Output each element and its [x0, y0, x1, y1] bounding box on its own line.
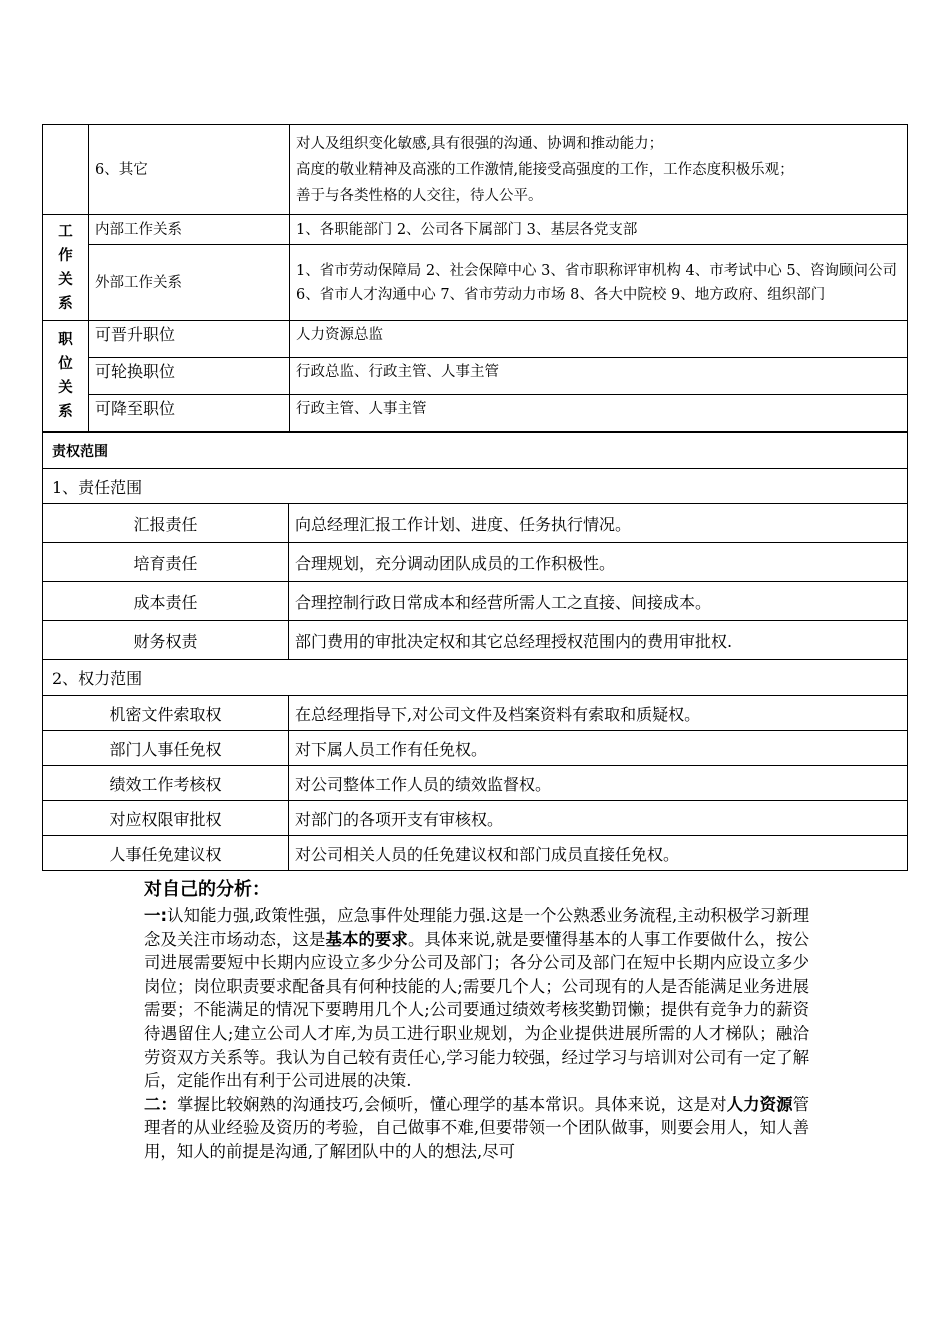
power-value: 对公司整体工作人员的绩效监督权。 [289, 766, 908, 801]
paragraph-2-text-a: 掌握比较娴熟的沟通技巧,会倾听，懂心理学的基本常识。具体来说，这是对 [177, 1094, 727, 1114]
promotion-value: 人力资源总监 [290, 321, 908, 358]
self-analysis-section [144, 876, 809, 1164]
external-relations-label: 外部工作关系 [89, 245, 290, 321]
power-label: 人事任免建议权 [43, 836, 289, 871]
self-analysis-heading: 对自己的分析： [144, 879, 270, 900]
other-requirements [290, 125, 908, 215]
power-label: 机密文件索取权 [43, 696, 289, 731]
responsibility-value: 向总经理汇报工作计划、进度、任务执行情况。 [289, 504, 908, 543]
other-line: 对人及组织变化敏感,具有很强的沟通、协调和推动能力； [296, 135, 664, 152]
power-value: 对部门的各项开支有审核权。 [289, 801, 908, 836]
power-value: 在总经理指导下,对公司文件及档案资料有索取和质疑权。 [289, 696, 908, 731]
responsibility-value: 部门费用的审批决定权和其它总经理授权范围内的费用审批权. [289, 621, 908, 660]
responsibility-label: 培育责任 [43, 543, 289, 582]
paragraph-1-lead: 一: [144, 906, 168, 925]
work-relations-group-label: 工 作 关 系 [43, 215, 89, 321]
rotation-value: 行政总监、行政主管、人事主管 [290, 358, 908, 395]
paragraph-2-lead: 二： [144, 1094, 177, 1114]
other-line: 高度的敬业精神及高涨的工作激情,能接受高强度的工作，工作态度积极乐观； [296, 161, 794, 178]
power-value: 对公司相关人员的任免建议权和部门成员直接任免权。 [289, 836, 908, 871]
rotation-label: 可轮换职位 [89, 358, 290, 395]
other-label: 6、其它 [89, 125, 290, 215]
responsibility-label: 成本责任 [43, 582, 289, 621]
internal-relations-label: 内部工作关系 [89, 215, 290, 245]
paragraph-1-text-a: 认知能力强,政策性强，应急事件处理能力强.这是一个公熟悉业务流程,主动积极学习新理念及关注市场动态，这是 [144, 906, 809, 949]
other-line: 善于与各类性格的人交往，待人公平。 [296, 187, 543, 204]
scope-title: 责权范围 [43, 433, 908, 469]
paragraph-2-bold: 人力资源 [726, 1094, 793, 1114]
paragraph-1-bold: 基本的要求 [325, 929, 408, 949]
job-relations-table [42, 124, 908, 432]
internal-relations-value: 1、各职能部门 2、公司各下属部门 3、基层各党支部 [290, 215, 908, 245]
external-relations-value: 1、省市劳动保障局 2、社会保障中心 3、省市职称评审机构 4、市考试中心 5、咨询顾问公司 6、省市人才沟通中心 7、省市劳动力市场 8、各大中院校 9、地方政府、组织部门 [290, 245, 908, 321]
responsibility-heading: 1、责任范围 [43, 469, 908, 504]
power-value: 对下属人员工作有任免权。 [289, 731, 908, 766]
responsibility-label: 财务权责 [43, 621, 289, 660]
analysis-paragraph-1 [144, 904, 809, 1093]
responsibility-label: 汇报责任 [43, 504, 289, 543]
paragraph-2-text-b: 管理者的从业经验及资历的考验，自己做事不难,但要带领一个团队做事，则要会用人，知人善用，知人的前提是沟通,了解团队中的人的想法,尽可 [144, 1094, 810, 1161]
demotion-label: 可降至职位 [89, 395, 290, 432]
blank-cell [43, 125, 89, 215]
power-label: 部门人事任免权 [43, 731, 289, 766]
power-heading: 2、权力范围 [43, 660, 908, 696]
responsibility-value: 合理规划，充分调动团队成员的工作积极性。 [289, 543, 908, 582]
promotion-label: 可晋升职位 [89, 321, 290, 358]
analysis-paragraph-2 [144, 1093, 809, 1164]
demotion-value: 行政主管、人事主管 [290, 395, 908, 432]
position-relations-group-label: 职 位 关 系 [43, 321, 89, 432]
authority-scope-table [42, 432, 908, 871]
paragraph-1-text-b: 。具体来说,就是要懂得基本的人事工作要做什么，按公司进展需要短中长期内应设立多少分公司及部门；各分公司及部门在短中长期内应设立多少岗位；岗位职责要求配备具有何种技能的人;需要几个人；公司现有的人是否能满足业务进展需要；不能满足的情况下要聘用几个人;公司要通过绩效考核奖勤罚懒；提供有竞争力的薪资待遇留住人;建立公司人才库,为员工进行职业规划，为企业提供进展所需的人才梯队；融洽劳资双方关系等。我认为自己较有责任心,学习能力较强，经过学习与培训对公司有一定了解后，定能作出有利于公司进展的决策. [144, 929, 810, 1091]
responsibility-value: 合理控制行政日常成本和经营所需人工之直接、间接成本。 [289, 582, 908, 621]
power-label: 对应权限审批权 [43, 801, 289, 836]
power-label: 绩效工作考核权 [43, 766, 289, 801]
